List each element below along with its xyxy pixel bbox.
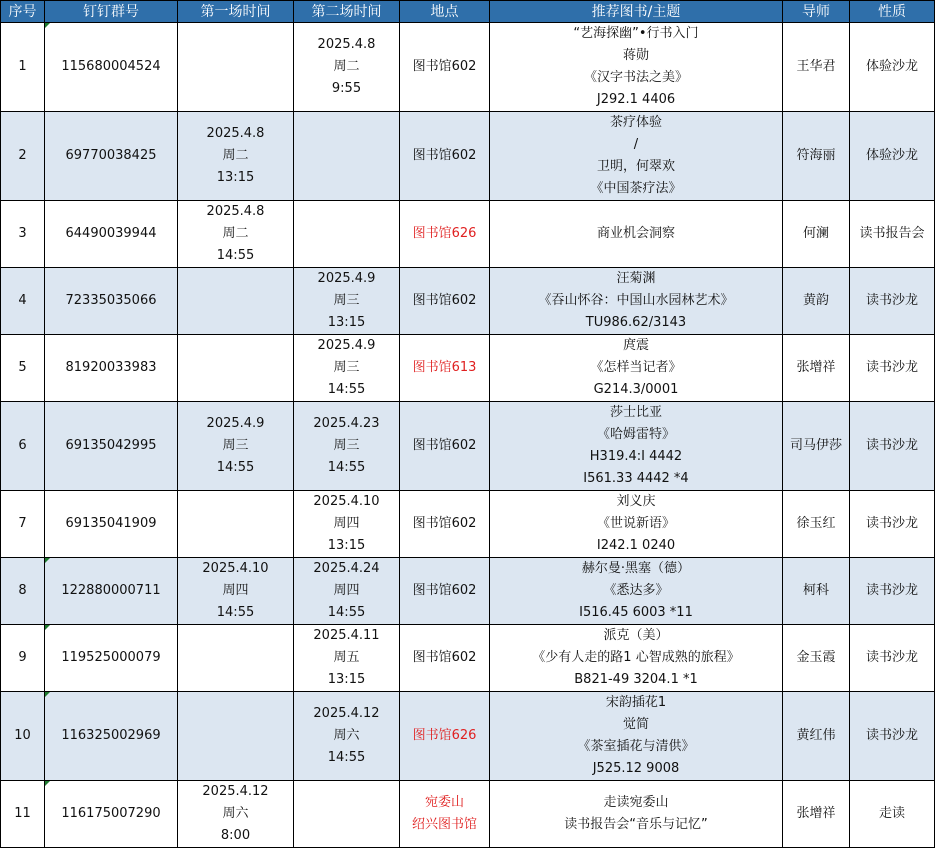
second-session-time [294,268,400,335]
first-session-time-line: 周六 [222,806,249,821]
session-type: 读书沙龙 [850,402,935,491]
recommended-book-line: 赫尔曼·黑塞（德） [581,561,691,576]
first-session-time-line: 周四 [222,583,249,598]
header-place: 地点 [400,1,490,23]
table-row [1,402,935,491]
location-line: 图书馆626 [412,226,477,241]
first-session-time-line: 周二 [222,226,249,241]
group-id: 72335035066 [45,268,178,335]
second-session-time-line: 2025.4.12 [313,706,380,721]
first-session-time-line: 14:55 [216,460,255,475]
first-session-time-line: 周三 [222,438,249,453]
recommended-book-line: I561.33 4442 *4 [583,471,689,486]
location-line: 图书馆613 [412,360,477,375]
location [400,692,490,781]
second-session-time [294,402,400,491]
second-session-time-line: 2025.4.9 [317,271,376,286]
first-session-time [178,268,294,335]
table-row [1,558,935,625]
second-session-time-line: 周三 [333,438,360,453]
recommended-book-line: 派克（美） [603,628,669,643]
group-id: 81920033983 [45,335,178,402]
mentor-name: 何澜 [783,201,850,268]
recommended-book-line: 莎士比亚 [609,405,662,420]
second-session-time-line: 周五 [333,650,360,665]
row-number: 6 [1,402,45,491]
row-number: 5 [1,335,45,402]
second-session-time-line: 14:55 [327,460,366,475]
first-session-time-line: 2025.4.9 [206,416,265,431]
mentor-name: 金玉霞 [783,625,850,692]
second-session-time-line: 13:15 [327,538,366,553]
mentor-name: 徐玉红 [783,491,850,558]
second-session-time-line: 2025.4.11 [313,628,380,643]
recommended-book-line: 蒋勋 [622,48,649,63]
second-session-time-line: 13:15 [327,315,366,330]
recommended-book [490,558,783,625]
recommended-book-line: 汪菊渊 [616,271,656,286]
recommended-book-line: G214.3/0001 [593,382,679,397]
location [400,781,490,848]
first-session-time-line: 2025.4.12 [202,784,269,799]
recommended-book [490,402,783,491]
row-number: 8 [1,558,45,625]
header-mentor: 导师 [783,1,850,23]
second-session-time-line: 2025.4.23 [313,416,380,431]
first-session-time [178,781,294,848]
mentor-name: 王华君 [783,23,850,112]
session-type: 读书沙龙 [850,692,935,781]
second-session-time [294,558,400,625]
second-session-time-line: 2025.4.24 [313,561,380,576]
table-row [1,692,935,781]
session-type: 读书沙龙 [850,491,935,558]
recommended-book-line: 觉简 [622,717,649,732]
recommended-book [490,692,783,781]
second-session-time-line: 周二 [333,59,360,74]
location [400,268,490,335]
first-session-time-line: 2025.4.8 [206,126,265,141]
recommended-book-line: 庹震 [622,338,649,353]
recommended-book-line: J292.1 4406 [596,92,676,107]
table-row [1,112,935,201]
group-id: 122880000711 [45,558,178,625]
recommended-book-line: 刘义庆 [616,494,656,509]
location [400,23,490,112]
second-session-time-line: 2025.4.8 [317,37,376,52]
first-session-time [178,201,294,268]
group-id: 64490039944 [45,201,178,268]
first-session-time [178,558,294,625]
recommended-book-line: 《少有人走的路1 心智成熟的旅程》 [532,650,740,665]
second-session-time-line: 周三 [333,293,360,308]
second-session-time [294,781,400,848]
group-id: 69770038425 [45,112,178,201]
recommended-book [490,112,783,201]
location [400,402,490,491]
recommended-book-line: 读书报告会“音乐与记忆” [564,817,708,832]
recommended-book-line: 卫明，何翠欢 [596,159,675,174]
second-session-time-line: 14:55 [327,605,366,620]
group-id: 116175007290 [45,781,178,848]
location-line: 图书馆626 [412,728,477,743]
first-session-time [178,112,294,201]
session-type: 走读 [850,781,935,848]
header-group: 钉钉群号 [45,1,178,23]
location-line: 绍兴图书馆 [411,817,477,832]
second-session-time-line: 周四 [333,516,360,531]
location-line: 宛委山 [424,795,464,810]
first-session-time [178,692,294,781]
group-id: 69135041909 [45,491,178,558]
recommended-book [490,491,783,558]
group-id: 116325002969 [45,692,178,781]
second-session-time [294,692,400,781]
location-line: 图书馆602 [412,650,477,665]
first-session-time [178,625,294,692]
table-row [1,781,935,848]
session-type: 体验沙龙 [850,23,935,112]
second-session-time-line: 周三 [333,360,360,375]
first-session-time-line: 周二 [222,148,249,163]
location-line: 图书馆602 [412,293,477,308]
recommended-book-line: 《悉达多》 [603,583,669,598]
table-body [1,23,935,848]
session-type: 读书报告会 [850,201,935,268]
session-type: 读书沙龙 [850,558,935,625]
first-session-time [178,402,294,491]
table-row [1,335,935,402]
recommended-book-line: H319.4:I 4442 [589,449,683,464]
second-session-time [294,335,400,402]
row-number: 9 [1,625,45,692]
session-type: 读书沙龙 [850,625,935,692]
table-row [1,201,935,268]
location [400,335,490,402]
second-session-time-line: 2025.4.10 [313,494,380,509]
table-row [1,491,935,558]
first-session-time-line: 14:55 [216,605,255,620]
row-number: 10 [1,692,45,781]
recommended-book-line: 《吞山怀谷：中国山水园林艺术》 [538,293,734,308]
second-session-time [294,491,400,558]
row-number: 7 [1,491,45,558]
session-type: 体验沙龙 [850,112,935,201]
header-row [1,1,935,23]
recommended-book-line: 茶疗体验 [609,115,662,130]
location-line: 图书馆602 [412,583,477,598]
recommended-book-line: 《汉字书法之美》 [583,70,688,85]
table-row [1,23,935,112]
recommended-book-line: 商业机会洞察 [596,226,675,241]
recommended-book-line: / [633,137,639,152]
first-session-time-line: 2025.4.8 [206,204,265,219]
row-number: 4 [1,268,45,335]
recommended-book [490,23,783,112]
recommended-book-line: “艺海探幽”•行书入门 [573,26,699,41]
location [400,201,490,268]
location [400,491,490,558]
second-session-time [294,23,400,112]
recommended-book-line: 走读宛委山 [603,795,669,810]
first-session-time [178,491,294,558]
header-type: 性质 [850,1,935,23]
mentor-name: 张增祥 [783,781,850,848]
session-type: 读书沙龙 [850,335,935,402]
second-session-time-line: 周四 [333,583,360,598]
second-session-time-line: 周六 [333,728,360,743]
first-session-time-line: 13:15 [216,170,255,185]
recommended-book-line: 《世说新语》 [596,516,675,531]
mentor-name: 符海丽 [783,112,850,201]
recommended-book-line: B821-49 3204.1 *1 [574,672,698,687]
second-session-time-line: 13:15 [327,672,366,687]
group-id: 69135042995 [45,402,178,491]
mentor-name: 黄韵 [783,268,850,335]
second-session-time-line: 2025.4.9 [317,338,376,353]
recommended-book-line: TU986.62/3143 [585,315,687,330]
row-number: 11 [1,781,45,848]
header-second-session: 第二场时间 [294,1,400,23]
header-first-session: 第一场时间 [178,1,294,23]
recommended-book-line: 宋韵插花1 [605,695,667,710]
row-number: 3 [1,201,45,268]
location-line: 图书馆602 [412,59,477,74]
location-line: 图书馆602 [412,148,477,163]
group-id: 115680004524 [45,23,178,112]
second-session-time [294,112,400,201]
recommended-book-line: I242.1 0240 [596,538,676,553]
second-session-time [294,201,400,268]
recommended-book-line: I516.45 6003 *11 [579,605,693,620]
first-session-time-line: 14:55 [216,248,255,263]
location-line: 图书馆602 [412,516,477,531]
second-session-time-line: 14:55 [327,750,366,765]
recommended-book-line: 《怎样当记者》 [590,360,682,375]
recommended-book [490,781,783,848]
recommended-book-line: 《中国茶疗法》 [590,181,682,196]
recommended-book [490,625,783,692]
mentor-name: 柯科 [783,558,850,625]
second-session-time [294,625,400,692]
row-number: 2 [1,112,45,201]
location [400,558,490,625]
recommended-book-line: 《茶室插花与清供》 [577,739,695,754]
recommended-book [490,268,783,335]
recommended-book-line: 《哈姆雷特》 [596,427,675,442]
group-id: 119525000079 [45,625,178,692]
recommended-book [490,201,783,268]
mentor-name: 司马伊莎 [783,402,850,491]
first-session-time [178,23,294,112]
table-row [1,268,935,335]
header-no: 序号 [1,1,45,23]
location [400,625,490,692]
mentor-name: 黄红伟 [783,692,850,781]
location [400,112,490,201]
second-session-time-line: 14:55 [327,382,366,397]
first-session-time [178,335,294,402]
recommended-book-line: J525.12 9008 [592,761,680,776]
location-line: 图书馆602 [412,438,477,453]
recommended-book [490,335,783,402]
first-session-time-line: 8:00 [220,828,251,843]
session-type: 读书沙龙 [850,268,935,335]
second-session-time-line: 9:55 [331,81,362,96]
table-row [1,625,935,692]
header-topic: 推荐图书/主题 [490,1,783,23]
row-number: 1 [1,23,45,112]
mentor-name: 张增祥 [783,335,850,402]
first-session-time-line: 2025.4.10 [202,561,269,576]
